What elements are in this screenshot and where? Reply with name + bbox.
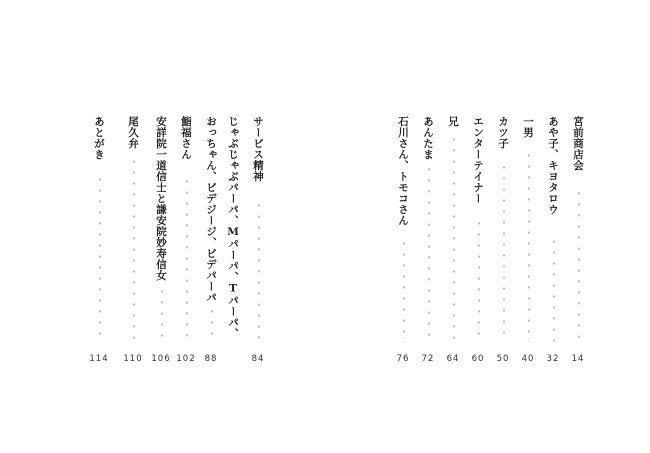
toc-entry xyxy=(91,116,107,364)
toc-leader-dots xyxy=(153,286,170,342)
toc-leader-dots xyxy=(420,164,437,342)
toc-entry-page: 72 xyxy=(421,354,435,364)
toc-entry xyxy=(250,116,266,364)
toc-entry-page: 106 xyxy=(151,354,171,364)
toc-entry-title: 石川さん、トモコさん xyxy=(397,116,409,226)
toc-entry-title: じゃぶじゃぶパーパ、Mパーパ、Tパーパ、 xyxy=(227,116,239,339)
toc-entry xyxy=(445,116,461,364)
toc-entry-title: カツ子 xyxy=(497,116,509,149)
toc-entry-page: 40 xyxy=(521,354,535,364)
toc-entry-page: 76 xyxy=(396,354,410,364)
toc-entry-title: おっちゃん、ビデジージ、ビデパーパ xyxy=(205,116,217,303)
toc-entry-page: 50 xyxy=(496,354,510,364)
toc-entry-page: 110 xyxy=(123,354,143,364)
toc-entry-title: あとがき xyxy=(93,116,105,160)
toc-entry-title: 兄 xyxy=(447,116,459,127)
toc-entry-page: 88 xyxy=(204,354,218,364)
toc-entry xyxy=(420,116,436,364)
toc-leader-dots xyxy=(125,156,142,342)
toc-entry-title: あや子、キヨタロウ xyxy=(547,116,559,215)
toc-entry-title: 宮前商店会 xyxy=(572,116,584,171)
toc-entry xyxy=(545,116,561,364)
toc-entry xyxy=(153,116,169,364)
toc-entry-page: 102 xyxy=(176,354,196,364)
toc-entry-page: 84 xyxy=(251,354,265,364)
toc-entry-title: 尾久弁 xyxy=(127,116,139,149)
toc-entry-title: あんたま xyxy=(422,116,434,160)
toc-entry xyxy=(178,116,194,364)
toc-entry-page: 60 xyxy=(471,354,485,364)
toc-leader-dots xyxy=(520,150,537,342)
toc-entry xyxy=(225,116,241,364)
toc-leader-dots xyxy=(91,174,108,342)
toc-entry xyxy=(125,116,141,364)
toc-entry xyxy=(495,116,511,364)
toc-leader-dots xyxy=(470,218,487,342)
toc-leader-dots xyxy=(250,200,267,342)
toc-entry-title: 安詳院一道信士と謙安院妙寿信女 xyxy=(155,116,167,281)
toc-entry-page: 114 xyxy=(89,354,109,364)
toc-entry xyxy=(395,116,411,364)
toc-leader-dots xyxy=(203,306,220,342)
toc-leader-dots xyxy=(445,134,462,342)
toc-entry-title: サービス精神 xyxy=(252,116,264,182)
toc-entry xyxy=(470,116,486,364)
toc-entry xyxy=(570,116,586,364)
toc-entry xyxy=(203,116,219,364)
toc-entry xyxy=(520,116,536,364)
toc-entry-title: エンターテイナー xyxy=(472,116,484,204)
toc-entry-page: 64 xyxy=(446,354,460,364)
toc-entry-title: 鮨福さん xyxy=(180,116,192,160)
toc-leader-dots xyxy=(545,236,562,342)
toc-leader-dots xyxy=(178,176,195,342)
toc-entry-title: 一男 xyxy=(522,116,534,138)
toc-leader-dots xyxy=(570,188,587,342)
toc-entry-page: 14 xyxy=(571,354,585,364)
toc-leader-dots xyxy=(495,162,512,342)
toc-entry-page: 32 xyxy=(546,354,560,364)
toc-leader-dots xyxy=(395,238,412,342)
